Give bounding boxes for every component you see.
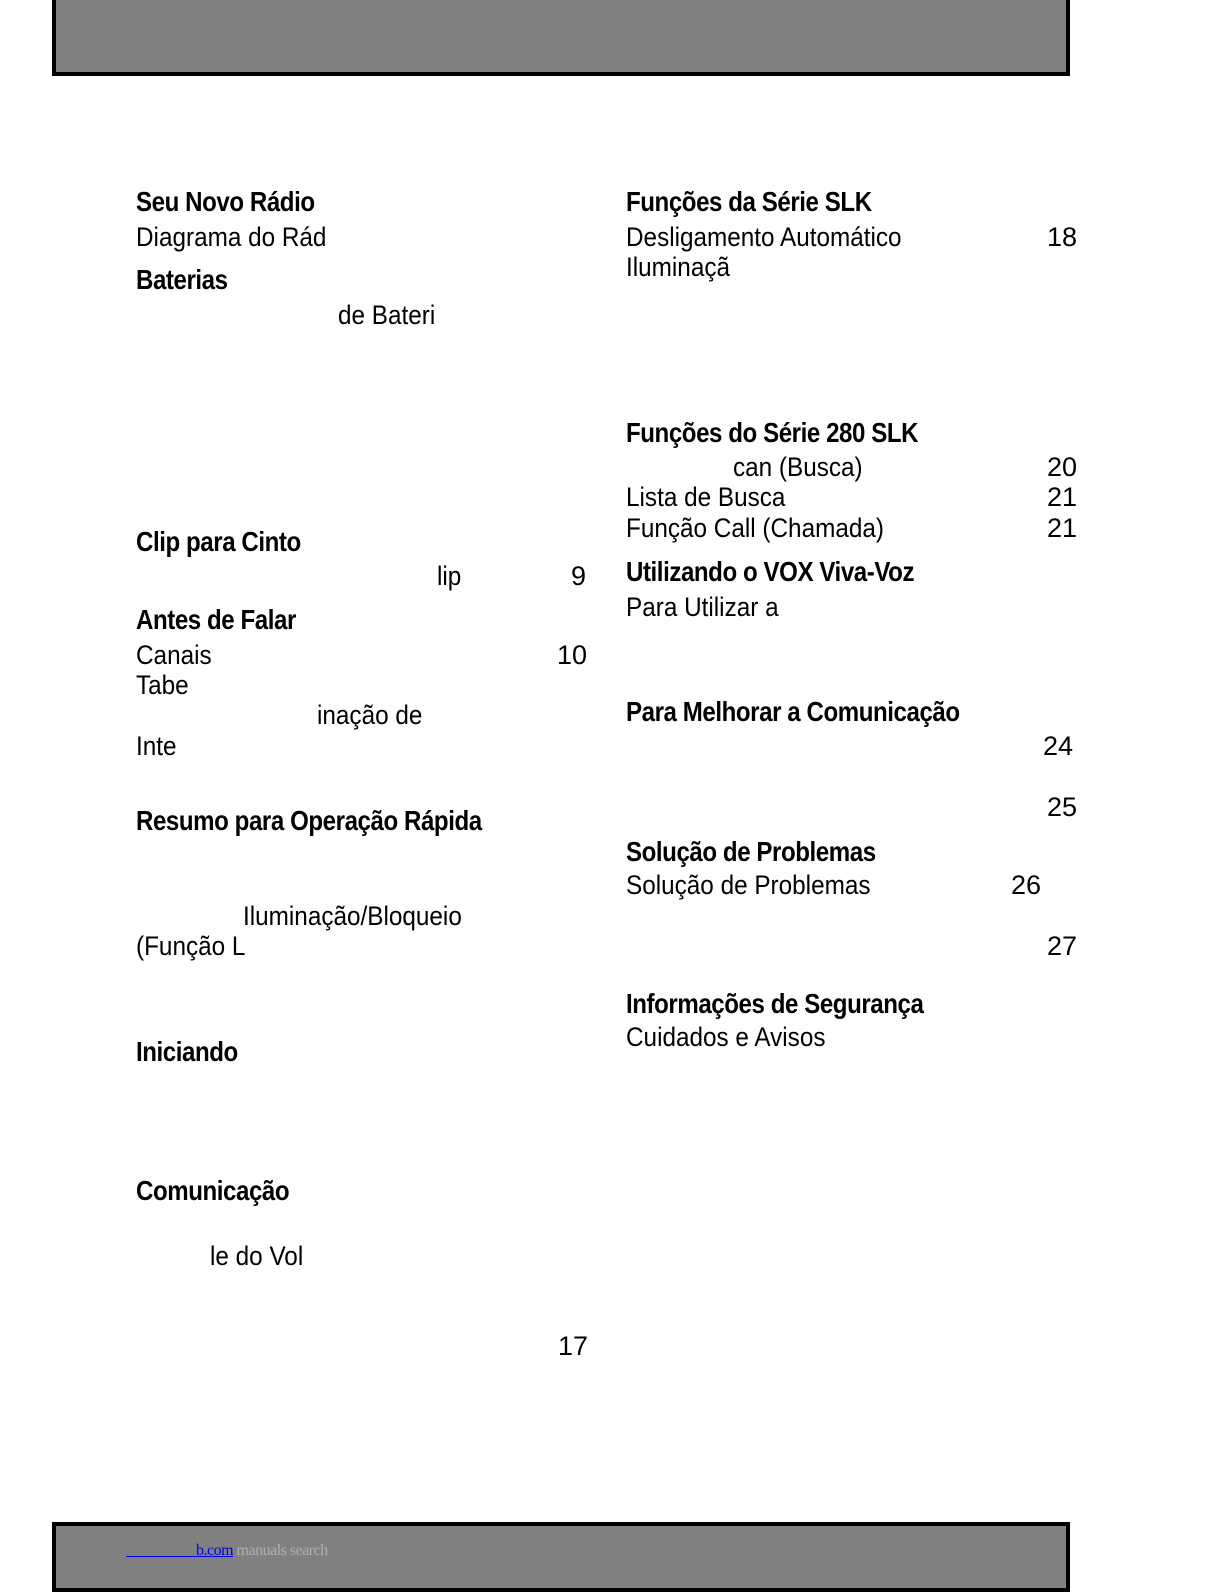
toc-entry: Canais xyxy=(136,640,212,670)
toc-entry: Lista de Busca xyxy=(626,482,786,512)
toc-heading: Funções da Série SLK xyxy=(626,186,872,217)
header-bar xyxy=(52,0,1070,76)
toc-heading: Antes de Falar xyxy=(136,604,296,635)
toc-heading: Solução de Problemas xyxy=(626,836,876,867)
toc-page-number: 9 xyxy=(571,561,587,591)
toc-page-number: 21 xyxy=(1047,513,1078,543)
toc-page-number: 24 xyxy=(1043,731,1074,761)
toc-entry: lip xyxy=(437,561,462,591)
toc-heading: Para Melhorar a Comunicação xyxy=(626,696,960,727)
toc-page-number: 10 xyxy=(557,640,588,670)
toc-heading: Funções do Série 280 SLK xyxy=(626,417,919,448)
toc-heading: Utilizando o VOX Viva-Voz xyxy=(626,556,915,587)
toc-heading: Informações de Segurança xyxy=(626,988,924,1019)
toc-page-number: 26 xyxy=(1011,870,1042,900)
toc-entry: Iluminação/Bloqueio xyxy=(243,901,462,931)
toc-entry: le do Vol xyxy=(210,1241,304,1271)
toc-entry: Solução de Problemas xyxy=(626,870,871,900)
toc-heading: Seu Novo Rádio xyxy=(136,186,315,217)
footer-link-text[interactable]: b.com xyxy=(196,1542,234,1559)
toc-entry: Função Call (Chamada) xyxy=(626,513,884,543)
toc-page-number: 25 xyxy=(1047,792,1078,822)
footer-trailing-text: manuals search xyxy=(236,1542,328,1559)
toc-page-number: 21 xyxy=(1047,482,1078,512)
toc-entry: de Bateri xyxy=(338,300,436,330)
toc-entry: Para Utilizar a xyxy=(626,592,779,622)
toc-heading: Clip para Cinto xyxy=(136,526,301,557)
toc-entry: inação de xyxy=(317,700,423,730)
footer-link[interactable] xyxy=(126,1542,233,1559)
toc-entry: Tabe xyxy=(136,670,189,700)
footer-watermark xyxy=(126,1542,328,1560)
toc-page-number: 18 xyxy=(1047,222,1078,252)
toc-entry: Cuidados e Avisos xyxy=(626,1022,826,1052)
toc-heading: Baterias xyxy=(136,264,228,295)
toc-heading: Comunicação xyxy=(136,1175,290,1206)
page-number: 17 xyxy=(558,1331,589,1361)
toc-entry: Desligamento Automático xyxy=(626,222,902,252)
toc-entry: Iluminaçã xyxy=(626,252,731,282)
toc-entry: (Função L xyxy=(136,931,246,961)
toc-heading: Resumo para Operação Rápida xyxy=(136,805,482,836)
toc-entry: Diagrama do Rád xyxy=(136,222,327,252)
toc-entry: can (Busca) xyxy=(733,452,863,482)
toc-entry: Inte xyxy=(136,731,177,761)
toc-page-number: 20 xyxy=(1047,452,1078,482)
toc-page-number: 27 xyxy=(1047,931,1078,961)
toc-heading: Iniciando xyxy=(136,1036,238,1067)
